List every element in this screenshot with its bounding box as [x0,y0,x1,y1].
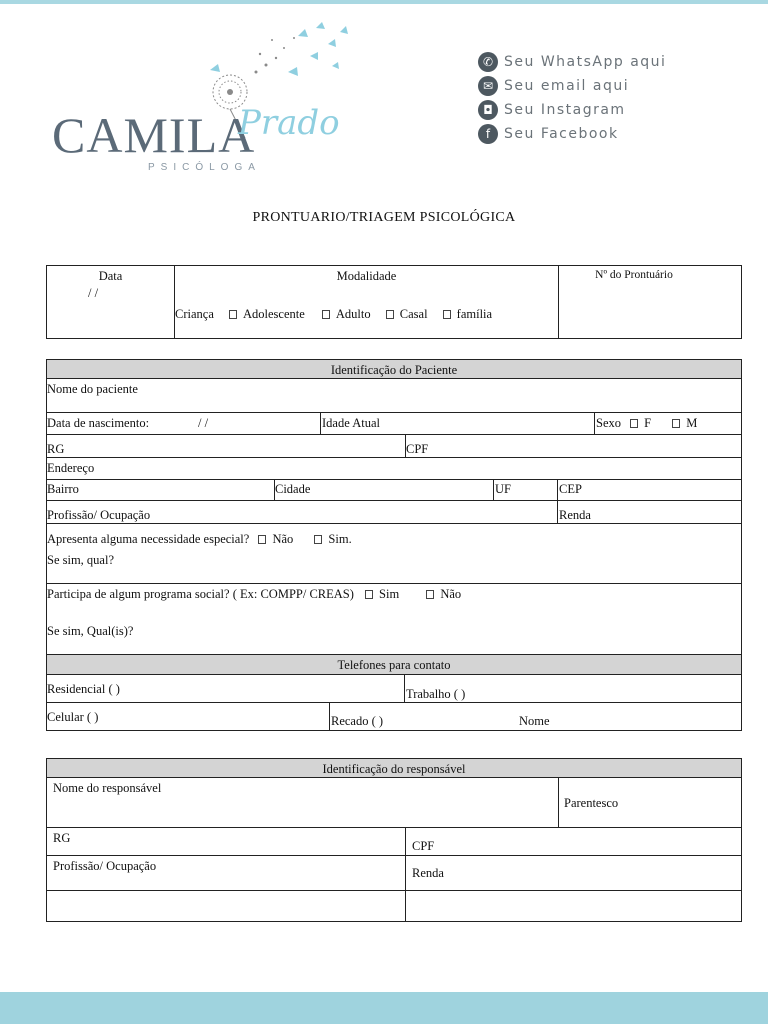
logo-script-name: Prado [238,103,340,143]
profession-field[interactable]: Profissão/ Ocupação [47,508,151,522]
contact-whatsapp[interactable] [478,50,758,74]
guardian-income-field[interactable]: Renda [412,866,444,880]
work-phone-field[interactable]: Trabalho ( ) [406,687,466,701]
checkbox-icon[interactable] [426,590,434,599]
patient-name-field[interactable]: Nome do paciente [47,382,138,396]
social-program-yes[interactable]: Sim [365,588,399,601]
top-accent-bar [0,0,768,4]
patient-section-title: Identificação do Paciente [330,363,458,377]
contact-whatsapp-label: Seu WhatsApp aqui [504,54,667,70]
age-field[interactable]: Idade Atual [322,416,380,430]
social-program-no[interactable]: Não [426,588,461,601]
city-field[interactable]: Cidade [275,482,311,496]
checkbox-icon[interactable] [365,590,373,599]
special-need-no[interactable]: Não [258,533,293,546]
guardian-relation-field[interactable]: Parentesco [564,796,619,810]
bottom-accent-bar [0,992,768,1024]
birth-date-slashes: / / [198,416,209,430]
birth-date-field[interactable]: Data de nascimento: [47,416,150,430]
logo-name: CAMILA [52,107,256,163]
guardian-profession-field[interactable]: Profissão/ Ocupação [53,859,157,873]
message-phone-field[interactable]: Recado ( ) [331,714,384,728]
uf-field[interactable]: UF [495,482,511,496]
social-program-which-field[interactable]: Se sim, Qual(is)? [47,624,134,638]
modality-label: Modalidade [336,269,397,283]
sex-option-m[interactable]: M [672,417,697,430]
record-number-label: Nº do Prontuário [595,269,673,281]
social-program-question: Participa de algum programa social? ( Ex: COMPP/ CREAS) Sim Não [47,587,462,601]
mobile-phone-field[interactable]: Celular ( ) [47,710,99,724]
option-crianca[interactable]: Criança [175,307,214,321]
option-adulto[interactable]: Adulto [322,308,371,321]
contact-instagram-label: Seu Instagram [504,102,626,118]
checkbox-icon[interactable] [258,535,266,544]
facebook-icon: f [478,124,498,144]
guardian-cpf-field[interactable]: CPF [412,839,435,853]
guardian-name-field[interactable]: Nome do responsável [53,781,162,795]
neighborhood-field[interactable]: Bairro [47,482,79,496]
checkbox-icon[interactable] [630,419,638,428]
residential-phone-field[interactable]: Residencial ( ) [47,682,120,696]
date-field[interactable]: / / [88,286,99,300]
checkbox-icon[interactable] [322,310,330,319]
guardian-empty-row[interactable] [47,891,741,921]
option-familia[interactable]: família [443,308,492,321]
contact-list [478,50,758,146]
instagram-icon: ◘ [478,100,498,120]
special-need-yes[interactable]: Sim. [314,533,351,546]
contact-email-label: Seu email aqui [504,78,630,94]
special-need-which-field[interactable]: Se sim, qual? [47,553,115,567]
cpf-field[interactable]: CPF [406,442,429,456]
option-adolescente[interactable]: Adolescente [229,308,305,321]
checkbox-icon[interactable] [386,310,394,319]
date-label: Data [98,269,123,283]
logo [40,10,380,185]
sex-field: Sexo F M [596,416,698,430]
logo-subtitle: PSICÓLOGA [148,162,261,173]
modality-options [175,308,492,321]
sex-option-f[interactable]: F [630,417,651,430]
checkbox-icon[interactable] [672,419,680,428]
message-name-field[interactable]: Nome [519,714,550,728]
contact-facebook[interactable] [478,122,758,146]
special-need-question: Apresenta alguma necessidade especial? Não Sim. [47,532,352,546]
income-field[interactable]: Renda [559,508,591,522]
option-casal[interactable]: Casal [386,308,428,321]
phones-section-title: Telefones para contato [337,658,451,672]
email-icon: ✉ [478,76,498,96]
address-field[interactable]: Endereço [47,461,95,475]
rg-field[interactable]: RG [47,442,65,456]
cep-field[interactable]: CEP [559,482,582,496]
checkbox-icon[interactable] [229,310,237,319]
whatsapp-icon: ✆ [478,52,498,72]
contact-instagram[interactable] [478,98,758,122]
checkbox-icon[interactable] [314,535,322,544]
guardian-rg-field[interactable]: RG [53,831,71,845]
contact-email[interactable] [478,74,758,98]
contact-facebook-label: Seu Facebook [504,126,619,142]
checkbox-icon[interactable] [443,310,451,319]
document-title: PRONTUARIO/TRIAGEM PSICOLÓGICA [252,210,516,225]
guardian-section-title: Identificação do responsável [322,762,466,776]
